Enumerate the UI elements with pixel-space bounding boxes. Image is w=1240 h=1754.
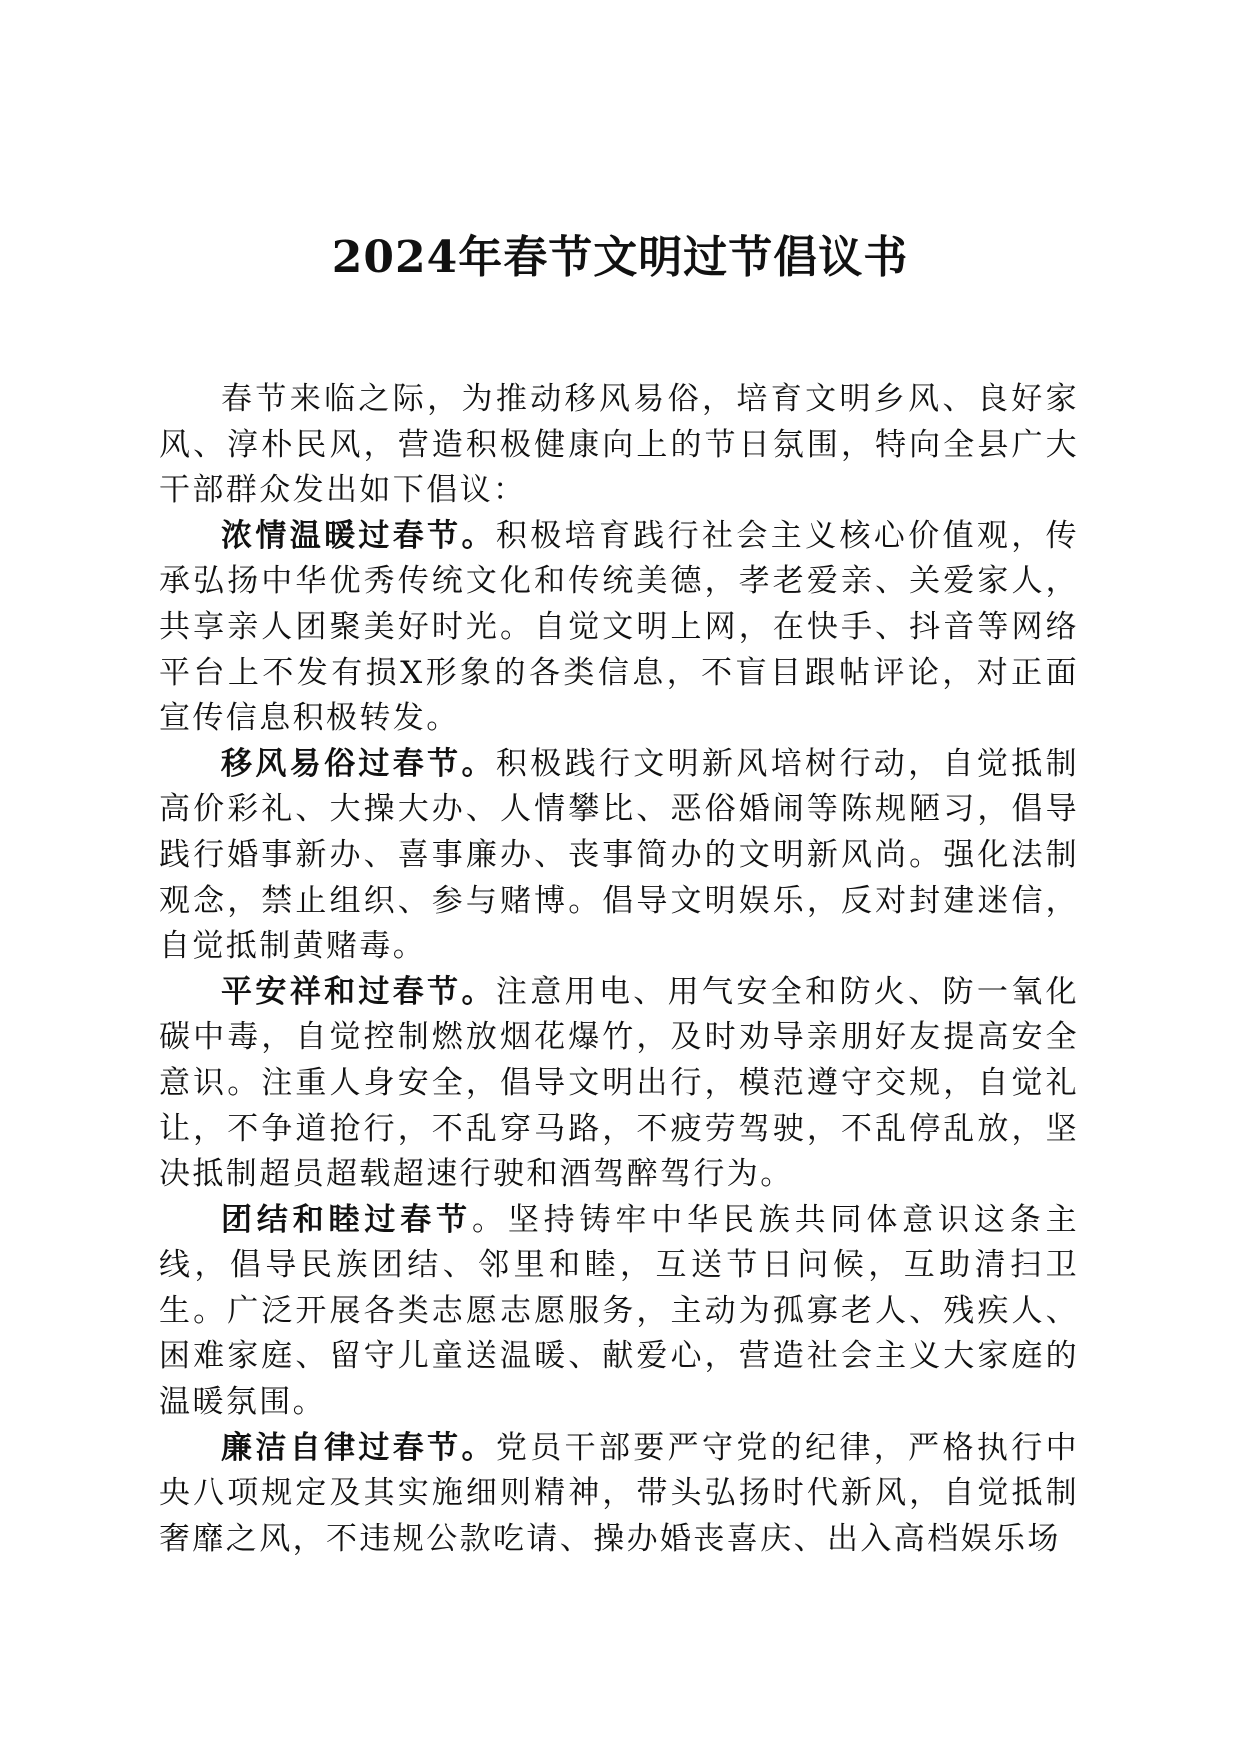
document-title: 2024年春节文明过节倡议书 <box>331 232 909 283</box>
section-paragraph-customs <box>159 742 1079 970</box>
section-text: 积极践行文明新风培树行动，自觉抵制高价彩礼、大操大办、人情攀比、恶俗婚闹等陈规陋习，倡导践行婚事新办、喜事廉办、丧事简办的文明新风尚。强化法制观念，禁止组织、参与赌博。倡导文明娱乐，反对封建迷信，自觉抵制黄赌毒。 <box>159 745 1079 965</box>
section-heading: 浓情温暖过春节。 <box>221 517 496 554</box>
section-text: 。坚持铸牢中华民族共同体意识这条主线，倡导民族团结、邻里和睦，互送节日问候，互助清扫卫生。广泛开展各类志愿志愿服务，主动为孤寡老人、残疾人、困难家庭、留守儿童送温暖、献爱心，营造社会主义大家庭的温暖氛围。 <box>159 1201 1079 1421</box>
document-body <box>159 377 1079 1562</box>
intro-paragraph: 春节来临之际，为推动移风易俗，培育文明乡风、良好家风、淳朴民风，营造积极健康向上的节日氛围，特向全县广大干部群众发出如下倡议： <box>159 381 1079 509</box>
section-paragraph-warmth <box>159 514 1079 742</box>
section-heading: 移风易俗过春节。 <box>221 745 496 782</box>
section-paragraph-safety <box>159 970 1079 1198</box>
section-text: 注意用电、用气安全和防火、防一氧化碳中毒，自觉控制燃放烟花爆竹，及时劝导亲朋好友提高安全意识。注重人身安全，倡导文明出行，模范遵守交规，自觉礼让，不争道抢行，不乱穿马路，不疲劳驾驶，不乱停乱放，坚决抵制超员超载超速行驶和酒驾醉驾行为。 <box>159 973 1079 1193</box>
section-text: 党员干部要严守党的纪律，严格执行中央八项规定及其实施细则精神，带头弘扬时代新风，自觉抵制奢靡之风，不违规公款吃请、操办婚丧喜庆、出入高档娱乐场 <box>159 1429 1079 1557</box>
section-heading: 团结和睦过春节 <box>221 1201 472 1238</box>
section-text: 积极培育践行社会主义核心价值观，传承弘扬中华优秀传统文化和传统美德，孝老爱亲、关爱家人，共享亲人团聚美好时光。自觉文明上网，在快手、抖音等网络平台上不发有损X形象的各类信息，不盲目跟帖评论，对正面宣传信息积极转发。 <box>159 517 1079 737</box>
section-paragraph-unity <box>159 1198 1079 1426</box>
section-paragraph-integrity <box>159 1426 1079 1563</box>
section-heading: 廉洁自律过春节。 <box>221 1429 496 1466</box>
section-heading: 平安祥和过春节。 <box>221 973 496 1010</box>
